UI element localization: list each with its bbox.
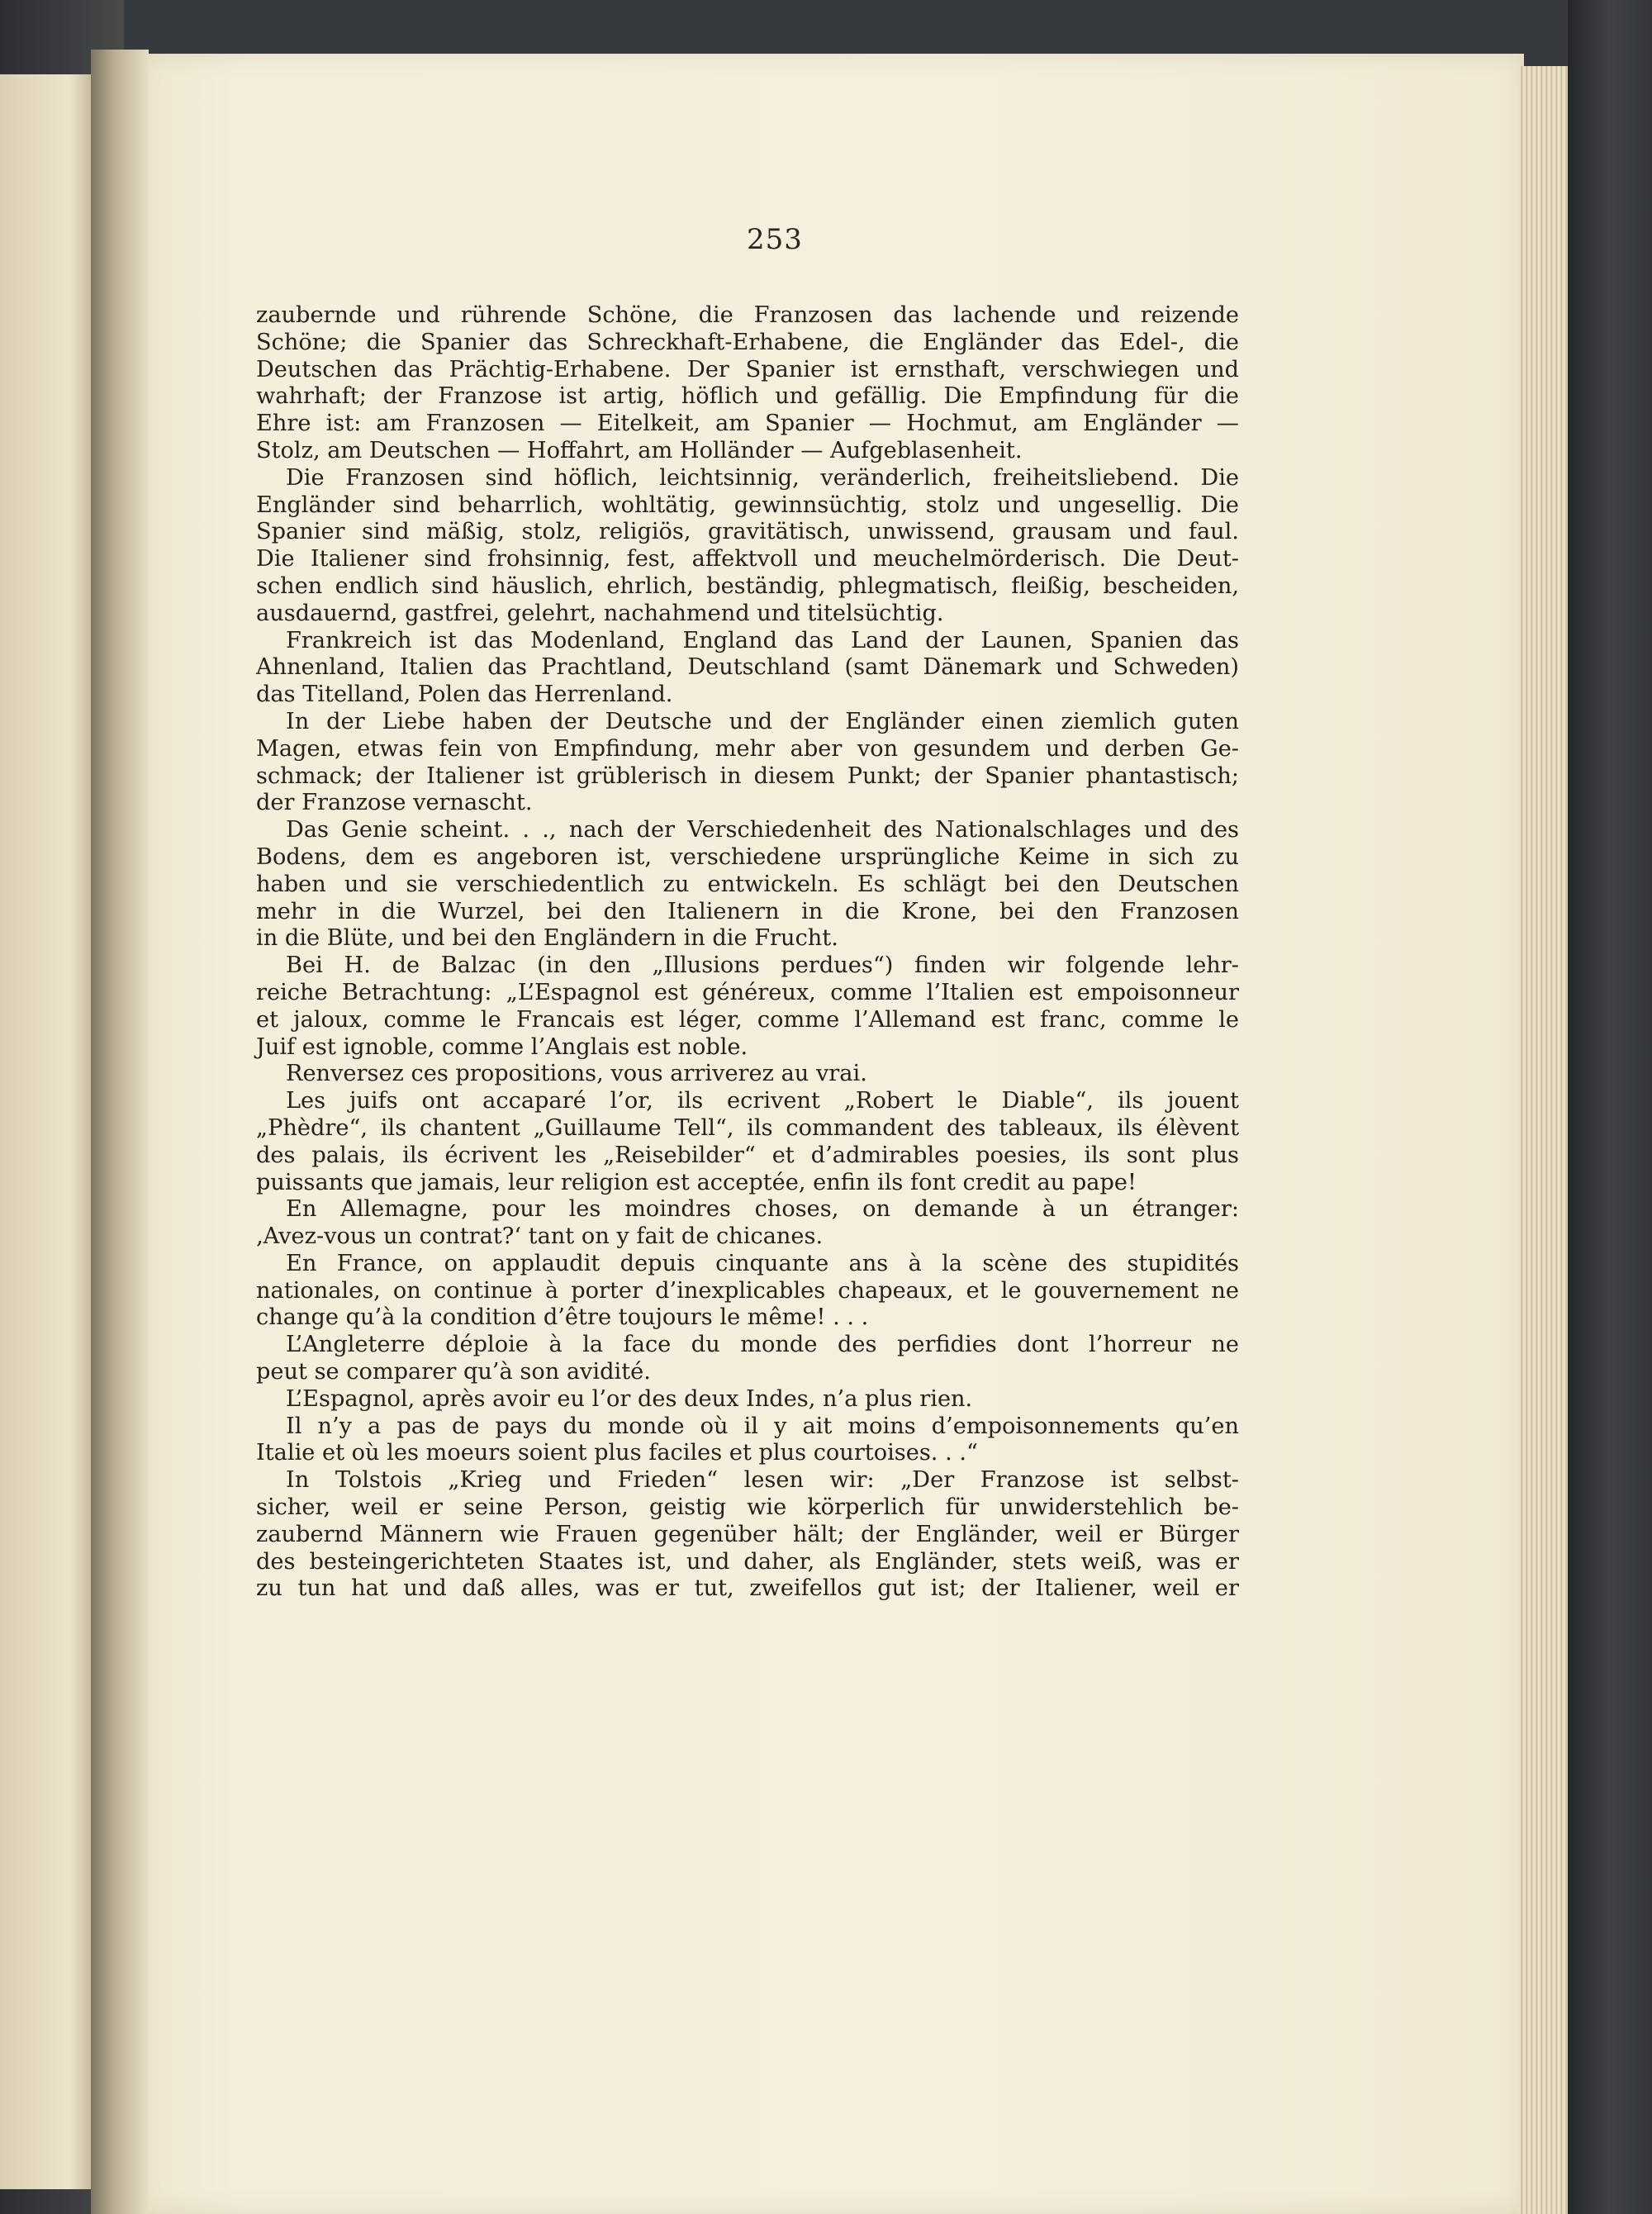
text-line: ‚Avez-vous un contrat?‘ tant on y fait de chicanes. bbox=[256, 1223, 824, 1250]
text-line: sicher, weil er seine Person, geistig wie körperlich für unwiderstehlich be- bbox=[256, 1494, 1239, 1521]
text-line: Frankreich ist das Modenland, England das Land der Launen, Spanien das bbox=[286, 627, 1239, 653]
text-line: Das Genie scheint. . ., nach der Verschiedenheit des Nationalschlages und des bbox=[286, 817, 1239, 843]
text-line: In Tolstois „Krieg und Frieden“ lesen wir: „Der Franzose ist selbst- bbox=[286, 1467, 1239, 1494]
text-line: wahrhaft; der Franzose ist artig, höflich und gefällig. Die Empfindung für die bbox=[256, 383, 1239, 410]
text-line: des palais, ils écrivent les „Reisebilder“ et d’admirables poesies, ils sont plus bbox=[256, 1142, 1239, 1168]
text-line: Deutschen das Prächtig-Erhabene. Der Spanier ist ernsthaft, verschwiegen und bbox=[256, 356, 1239, 382]
text-line: zaubernd Männern wie Frauen gegenüber hält; der Engländer, weil er Bürger bbox=[256, 1521, 1239, 1547]
text-line: Les juifs ont accaparé l’or, ils ecrivent „Robert le Diable“, ils jouent bbox=[286, 1088, 1239, 1114]
text-line: change qu’à la condition d’être toujours le même! . . . bbox=[256, 1304, 869, 1331]
page-number: 253 bbox=[747, 223, 803, 256]
text-line: En France, on applaudit depuis cinquante ans à la scène des stupidités bbox=[286, 1250, 1239, 1276]
text-line: Il n’y a pas de pays du monde où il y ait moins d’empoisonnements qu’en bbox=[286, 1413, 1239, 1439]
text-line: schmack; der Italiener ist grüblerisch in diesem Punkt; der Spanier phantastisch; bbox=[256, 763, 1239, 789]
text-line: schen endlich sind häuslich, ehrlich, beständig, phlegmatisch, fleißig, bescheiden, bbox=[256, 573, 1239, 599]
text-line: „Phèdre“, ils chantent „Guillaume Tell“, ils commandent des tableaux, ils élèvent bbox=[256, 1114, 1239, 1141]
text-line: puissants que jamais, leur religion est acceptée, enfin ils font credit au pape! bbox=[256, 1169, 1137, 1195]
page-gutter bbox=[91, 50, 149, 2214]
left-page-edge bbox=[0, 74, 99, 2189]
text-line: Schöne; die Spanier das Schreckhaft-Erhabene, die Engländer das Edel-, die bbox=[256, 329, 1239, 355]
text-line: Juif est ignoble, comme l’Anglais est noble. bbox=[256, 1033, 748, 1060]
text-line: der Franzose vernascht. bbox=[256, 790, 533, 816]
text-line: L’Angleterre déploie à la face du monde des perfidies dont l’horreur ne bbox=[286, 1332, 1239, 1358]
text-line: Magen, etwas fein von Empfindung, mehr aber von gesundem und derben Ge- bbox=[256, 735, 1239, 762]
text-line: En Allemagne, pour les moindres choses, on demande à un étranger: bbox=[286, 1196, 1239, 1223]
text-line: Bodens, dem es angeboren ist, verschiedene ursprüngliche Keime in sich zu bbox=[256, 843, 1239, 870]
text-line: In der Liebe haben der Deutsche und der Engländer einen ziemlich guten bbox=[286, 708, 1239, 734]
page-stack-edge bbox=[1518, 66, 1568, 2214]
text-line: zaubernde und rührende Schöne, die Franzosen das lachende und reizende bbox=[256, 302, 1239, 328]
text-line: peut se comparer qu’à son avidité. bbox=[256, 1359, 651, 1385]
text-line: Renversez ces propositions, vous arriverez au vrai. bbox=[286, 1061, 867, 1087]
text-line: nationales, on continue à porter d’inexplicables chapeaux, et le gouvernement ne bbox=[256, 1277, 1239, 1304]
text-line: ausdauernd, gastfrei, gelehrt, nachahmend und titelsüchtig. bbox=[256, 600, 944, 626]
text-line: et jaloux, comme le Francais est léger, comme l’Allemand est franc, comme le bbox=[256, 1006, 1239, 1033]
text-line: L’Espagnol, après avoir eu l’or des deux Indes, n’a plus rien. bbox=[286, 1385, 973, 1412]
text-line: Stolz, am Deutschen — Hoffahrt, am Holländer — Aufgeblasenheit. bbox=[256, 437, 1023, 463]
text-line: Ehre ist: am Franzosen — Eitelkeit, am Spanier — Hochmut, am Engländer — bbox=[256, 411, 1239, 437]
book-cover-right bbox=[1568, 0, 1652, 2214]
page-text bbox=[256, 302, 1239, 1603]
text-line: des besteingerichteten Staates ist, und daher, als Engländer, stets weiß, was er bbox=[256, 1548, 1239, 1575]
text-line: Die Franzosen sind höflich, leichtsinnig, veränderlich, freiheitsliebend. Die bbox=[286, 464, 1239, 491]
text-line: das Titelland, Polen das Herrenland. bbox=[256, 682, 673, 708]
text-line: reiche Betrachtung: „L’Espagnol est généreux, comme l’Italien est empoisonneur bbox=[256, 979, 1239, 1005]
text-line: Engländer sind beharrlich, wohltätig, gewinnsüchtig, stolz und ungesellig. Die bbox=[256, 492, 1239, 518]
text-line: Spanier sind mäßig, stolz, religiös, gravitätisch, unwissend, grausam und faul. bbox=[256, 519, 1239, 545]
text-line: Bei H. de Balzac (in den „Illusions perdues“) finden wir folgende lehr- bbox=[286, 953, 1239, 979]
text-line: Ahnenland, Italien das Prachtland, Deutschland (samt Dänemark und Schweden) bbox=[256, 654, 1239, 681]
text-line: haben und sie verschiedentlich zu entwickeln. Es schlägt bei den Deutschen bbox=[256, 871, 1239, 897]
text-line: zu tun hat und daß alles, was er tut, zweifellos gut ist; der Italiener, weil er bbox=[256, 1575, 1239, 1602]
text-line: mehr in die Wurzel, bei den Italienern in die Krone, bei den Franzosen bbox=[256, 898, 1239, 924]
text-line: Italie et où les moeurs soient plus faciles et plus courtoises. . .“ bbox=[256, 1440, 978, 1466]
text-line: in die Blüte, und bei den Engländern in die Frucht. bbox=[256, 925, 838, 952]
text-line: Die Italiener sind frohsinnig, fest, affektvoll und meuchelmörderisch. Die Deut- bbox=[256, 546, 1239, 573]
